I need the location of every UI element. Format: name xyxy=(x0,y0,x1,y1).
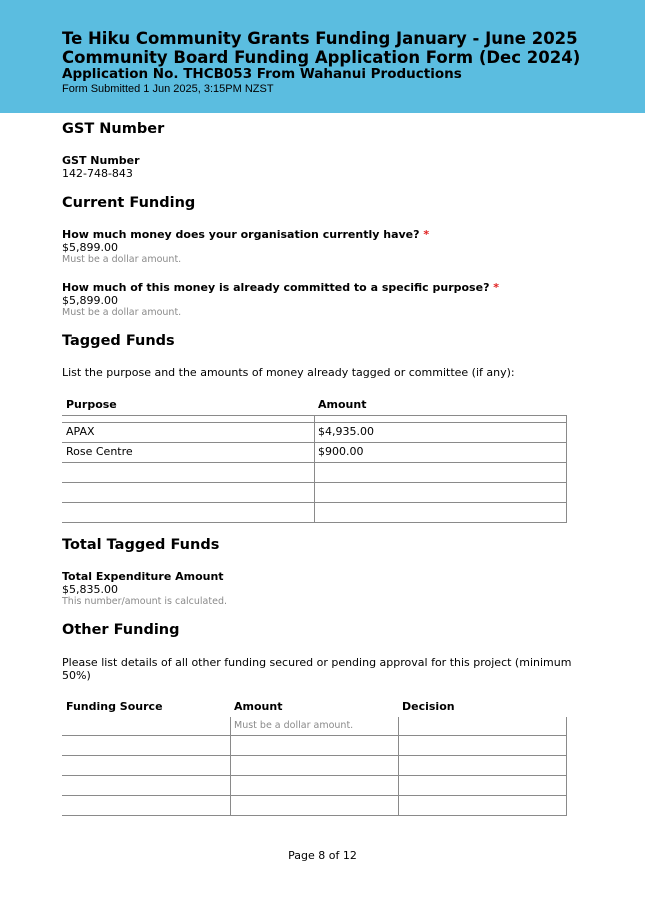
table-divider xyxy=(566,415,567,523)
form-header xyxy=(0,0,645,113)
table-divider xyxy=(314,415,315,523)
committed-money-label: How much of this money is already committed to a specific purpose? xyxy=(62,281,490,294)
committed-money-value: $5,899.00 xyxy=(62,294,118,307)
form-subtitle: Community Board Funding Application Form (Dec 2024) xyxy=(62,48,581,67)
required-marker: * xyxy=(493,281,500,294)
total-expenditure-label: Total Expenditure Amount xyxy=(62,570,224,583)
page-number: Page 8 of 12 xyxy=(288,849,357,862)
section-heading-tagged-funds: Tagged Funds xyxy=(62,333,175,349)
section-heading-other-funding: Other Funding xyxy=(62,622,180,638)
committed-money-hint: Must be a dollar amount. xyxy=(62,307,182,318)
column-header-amount: Amount xyxy=(318,398,367,411)
amount-hint: Must be a dollar amount. xyxy=(234,720,354,731)
column-header-amount: Amount xyxy=(234,700,283,713)
column-header-decision: Decision xyxy=(402,700,455,713)
required-marker: * xyxy=(423,228,430,241)
current-money-label: How much money does your organisation currently have? xyxy=(62,228,420,241)
total-expenditure-value: $5,835.00 xyxy=(62,583,118,596)
committed-money-question xyxy=(62,281,499,294)
total-expenditure-hint: This number/amount is calculated. xyxy=(62,596,228,607)
section-heading-current-funding: Current Funding xyxy=(62,195,196,211)
column-header-purpose: Purpose xyxy=(66,398,117,411)
amount-cell: $4,935.00 xyxy=(318,425,374,438)
table-rule xyxy=(62,775,567,776)
table-rule xyxy=(62,795,567,796)
application-number: Application No. THCB053 From Wahanui Productions xyxy=(62,66,462,82)
form-title: Te Hiku Community Grants Funding January - June 2025 xyxy=(62,29,578,48)
current-money-hint: Must be a dollar amount. xyxy=(62,254,182,265)
other-funding-instruction: Please list details of all other funding secured or pending approval for this project (minimum 50%) xyxy=(62,656,572,682)
current-money-value: $5,899.00 xyxy=(62,241,118,254)
section-heading-gst: GST Number xyxy=(62,121,165,137)
current-money-question xyxy=(62,228,429,241)
gst-value: 142-748-843 xyxy=(62,167,133,180)
section-heading-total-tagged: Total Tagged Funds xyxy=(62,537,220,553)
table-divider xyxy=(398,717,399,816)
submitted-date: Form Submitted 1 Jun 2025, 3:15PM NZST xyxy=(62,83,274,95)
table-rule xyxy=(62,755,567,756)
table-rule xyxy=(62,735,567,736)
purpose-cell: APAX xyxy=(66,425,95,438)
column-header-funding-source: Funding Source xyxy=(66,700,163,713)
table-rule xyxy=(62,815,567,816)
purpose-cell: Rose Centre xyxy=(66,445,133,458)
tagged-funds-instruction: List the purpose and the amounts of money already tagged or committee (if any): xyxy=(62,366,515,379)
gst-label: GST Number xyxy=(62,154,140,167)
table-divider xyxy=(566,717,567,816)
amount-cell: $900.00 xyxy=(318,445,364,458)
table-divider xyxy=(230,717,231,816)
